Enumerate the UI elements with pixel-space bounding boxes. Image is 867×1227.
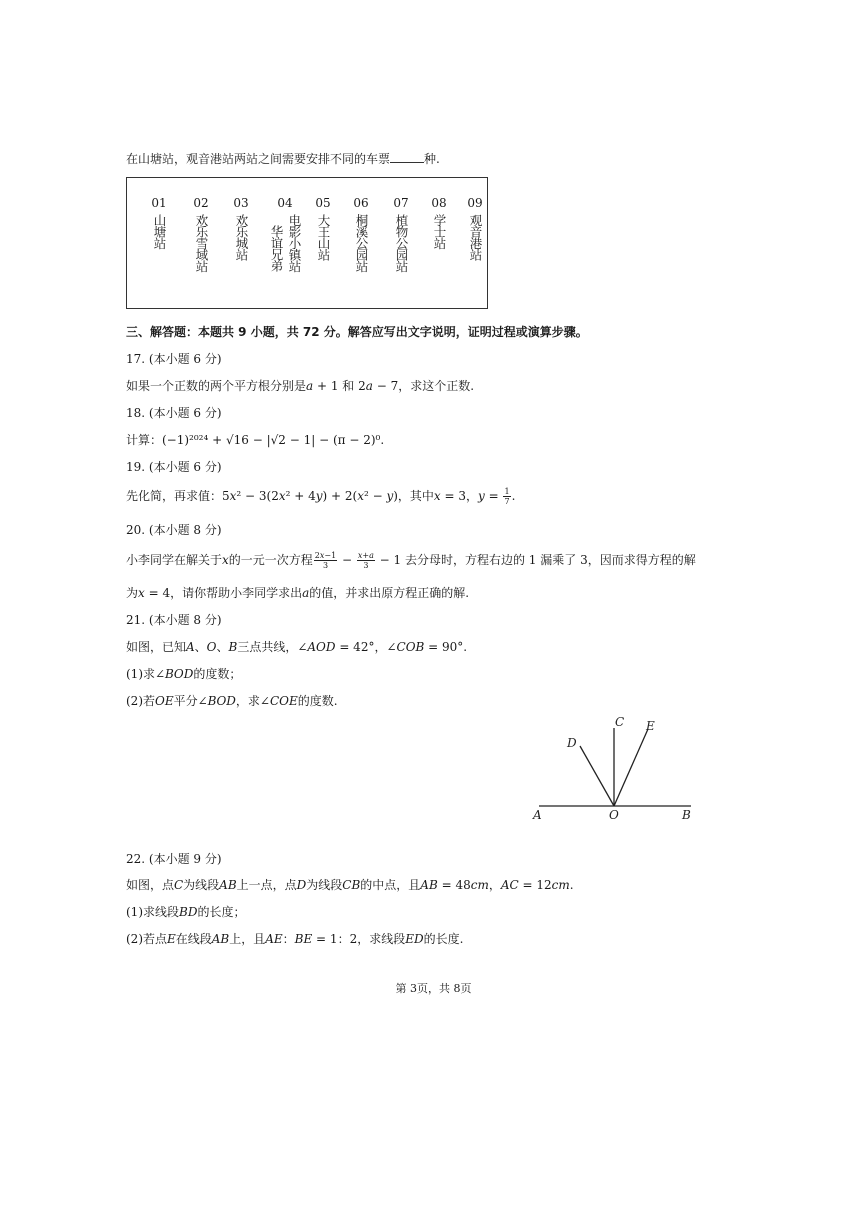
q18-head: 18. (本小题 6 分)	[126, 406, 222, 420]
section-heading: 三、解答题：本题共 9 小题，共 72 分。解答应写出文字说明，证明过程或演算步骤。	[126, 325, 588, 339]
q16-tail: 在山塘站，观音港站两站之间需要安排不同的车票 种.	[126, 152, 440, 166]
ray-oe	[614, 729, 648, 806]
q17-body: 如果一个正数的两个平方根分别是𝑎 + 1 和 2𝑎 − 7，求这个正数.	[126, 379, 475, 393]
fraction: $\frac{\text{𝑥+𝑎}}{3}$	[357, 551, 374, 570]
q20-line1: 小李同学在解关于𝑥的一元一次方程 $\frac{\text{2𝑥−1}}{3}$ − $\frac{\text{𝑥+𝑎}}{3}$ − 1 去分母时，方程右边的 1 漏乘了 3，因而求得方程的解	[126, 551, 696, 570]
station-01: 01 山塘站	[151, 196, 167, 249]
label-c: C	[615, 715, 625, 729]
q21-part1: (1)求∠𝐵𝑂𝐷的度数；	[126, 667, 242, 681]
station-03: 03 欢乐城站	[233, 196, 249, 260]
q19-head: 19. (本小题 6 分)	[126, 460, 222, 474]
label-d: D	[567, 736, 577, 750]
q20-head: 20. (本小题 8 分)	[126, 523, 222, 537]
q22-part1: (1)求线段𝐵𝐷的长度；	[126, 905, 246, 919]
label-e: E	[646, 719, 655, 733]
q22-body: 如图，点𝐶为线段𝐴𝐵上一点，点𝐷为线段𝐶𝐵的中点，且𝐴𝐵 = 48𝑐𝑚，𝐴𝐶 = 12𝑐𝑚.	[126, 878, 574, 892]
q21-body: 如图，已知𝐴、𝑂、𝐵三点共线，∠𝐴𝑂𝐷 = 42°，∠𝐶𝑂𝐵 = 90°.	[126, 640, 468, 654]
label-b: B	[682, 808, 691, 822]
fraction: $\frac{\text{2𝑥−1}}{3}$	[314, 551, 337, 570]
station-02: 02 欢乐雪域站	[193, 196, 209, 272]
station-08: 08 学士站	[431, 196, 447, 249]
q21-part2: (2)若𝑂𝐸平分∠𝐵𝑂𝐷，求∠𝐶𝑂𝐸的度数.	[126, 694, 338, 708]
fraction: $\frac{1}{7}$	[504, 487, 510, 506]
q22-head: 22. (本小题 9 分)	[126, 852, 222, 866]
q22-part2: (2)若点𝐸在线段𝐴𝐵上，且𝐴𝐸：𝐵𝐸 = 1：2，求线段𝐸𝐷的长度.	[126, 932, 464, 946]
page-footer: 第 3页，共 8页	[395, 982, 472, 995]
station-07: 07 植物公园站	[393, 196, 409, 272]
label-o: O	[609, 808, 619, 822]
station-06: 06 桐溪公园站	[353, 196, 369, 272]
station-table	[126, 177, 488, 309]
q20-line2: 为𝑥 = 4，请你帮助小李同学求出𝑎的值，并求出原方程正确的解.	[126, 586, 470, 600]
answer-blank	[390, 151, 424, 163]
q18-body: 计算：(−1)²⁰²⁴ + √16 − |√2 − 1| − (π − 2)⁰.	[126, 433, 385, 447]
station-05: 05 大王山站	[315, 196, 331, 260]
station-09: 09 观音港站	[467, 196, 483, 260]
label-a: A	[533, 808, 542, 822]
station-04: 04 华谊兄弟 电影小镇站	[269, 196, 302, 272]
q19-body: 先化简，再求值：5𝑥² − 3(2𝑥² + 4𝑦) + 2(𝑥² − 𝑦)，其中𝑥 = 3，𝑦 = $\frac{1}{7}$ .	[126, 487, 516, 506]
ray-od	[580, 746, 614, 806]
q21-head: 21. (本小题 8 分)	[126, 613, 222, 627]
angle-diagram	[525, 710, 705, 825]
q17-head: 17. (本小题 6 分)	[126, 352, 222, 366]
